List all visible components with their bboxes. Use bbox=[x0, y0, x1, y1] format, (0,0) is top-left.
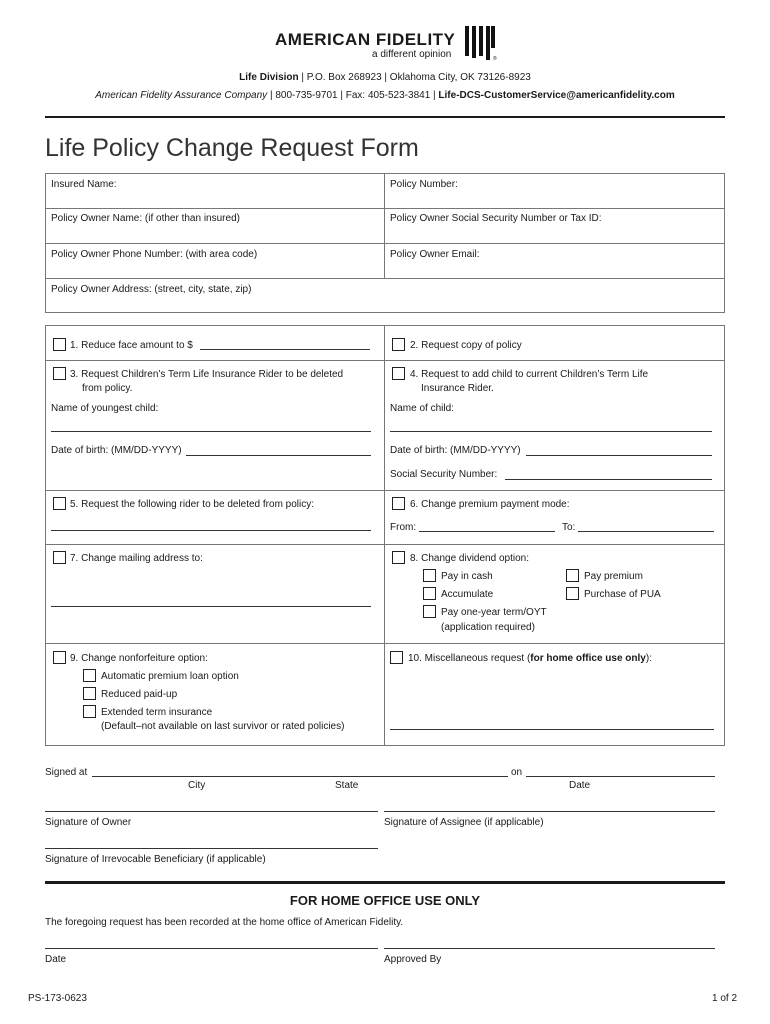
home-office-statement: The foregoing request has been recorded at the home office of American Fidelity. bbox=[45, 917, 404, 928]
auto-loan-label: Automatic premium loan option bbox=[101, 671, 239, 682]
company-email[interactable]: Life-DCS-CustomerService@americanfidelity.com bbox=[438, 90, 675, 101]
beneficiary-signature-input[interactable] bbox=[45, 848, 378, 849]
reduced-paid-up-checkbox[interactable] bbox=[83, 687, 96, 700]
extended-term-label-line1: Extended term insurance bbox=[101, 707, 213, 718]
youngest-child-label: Name of youngest child: bbox=[51, 403, 159, 414]
approved-by-input[interactable] bbox=[384, 948, 715, 949]
assignee-signature-label: Signature of Assignee (if applicable) bbox=[384, 817, 544, 828]
home-office-divider bbox=[45, 881, 725, 884]
logo-bars-icon bbox=[465, 26, 495, 60]
home-office-date-input[interactable] bbox=[45, 948, 378, 949]
extended-term-label-line2: (Default–not available on last survivor or rated policies) bbox=[101, 721, 345, 732]
oyt-checkbox[interactable] bbox=[423, 605, 436, 618]
option3-label-line2: from policy. bbox=[82, 383, 133, 394]
to-label: To: bbox=[562, 522, 576, 533]
oyt-label-line1: Pay one-year term/OYT bbox=[441, 607, 547, 618]
pay-in-cash-checkbox[interactable] bbox=[423, 569, 436, 582]
accumulate-checkbox[interactable] bbox=[423, 587, 436, 600]
child-name-label: Name of child: bbox=[390, 403, 454, 414]
owner-phone-field[interactable]: Policy Owner Phone Number: (with area code) bbox=[51, 249, 258, 260]
option9-label: 9. Change nonforfeiture option: bbox=[70, 653, 208, 664]
to-input[interactable] bbox=[578, 531, 714, 532]
accumulate-label: Accumulate bbox=[441, 589, 494, 600]
company-line bbox=[0, 90, 770, 101]
extended-term-checkbox[interactable] bbox=[83, 705, 96, 718]
division-name: Life Division bbox=[239, 72, 299, 83]
option1-checkbox[interactable] bbox=[53, 338, 66, 351]
company-contact: | 800-735-9701 | Fax: 405-523-3841 | bbox=[269, 90, 436, 101]
option9-checkbox[interactable] bbox=[53, 651, 66, 664]
brand-name: AMERICAN FIDELITY bbox=[275, 30, 456, 49]
option4-label-line1: 4. Request to add child to current Children’s Term Life bbox=[410, 369, 649, 380]
option7-label: 7. Change mailing address to: bbox=[70, 553, 203, 564]
date-label: Date bbox=[569, 780, 591, 791]
pay-in-cash-label: Pay in cash bbox=[441, 571, 493, 582]
auto-loan-checkbox[interactable] bbox=[83, 669, 96, 682]
option3-checkbox[interactable] bbox=[53, 367, 66, 380]
owner-email-field[interactable]: Policy Owner Email: bbox=[390, 249, 480, 260]
purchase-pua-label: Purchase of PUA bbox=[584, 589, 661, 600]
option10-label: 10. Miscellaneous request (for home office use only): bbox=[408, 653, 652, 664]
signed-at-input[interactable] bbox=[92, 776, 508, 777]
division-address: | P.O. Box 268923 | Oklahoma City, OK 73126-8923 bbox=[301, 72, 531, 83]
home-office-title: FOR HOME OFFICE USE ONLY bbox=[289, 893, 481, 908]
page-number: 1 of 2 bbox=[712, 993, 738, 1004]
dob-left-input[interactable] bbox=[186, 455, 371, 456]
home-office-date-label: Date bbox=[45, 954, 67, 965]
option4-checkbox[interactable] bbox=[392, 367, 405, 380]
pay-premium-label: Pay premium bbox=[584, 571, 643, 582]
owner-signature-input[interactable] bbox=[45, 811, 378, 812]
state-label: State bbox=[335, 780, 359, 791]
dob-left-label: Date of birth: (MM/DD-YYYY) bbox=[51, 445, 182, 456]
company-name: American Fidelity Assurance Company bbox=[95, 90, 268, 101]
approved-by-label: Approved By bbox=[384, 954, 442, 965]
option4-label-line2: Insurance Rider. bbox=[421, 383, 494, 394]
signed-at-label: Signed at bbox=[45, 767, 88, 778]
option2-checkbox[interactable] bbox=[392, 338, 405, 351]
form-title: Life Policy Change Request Form bbox=[45, 134, 419, 162]
option3-label-line1: 3. Request Children’s Term Life Insurance Rider to be deleted bbox=[70, 369, 344, 380]
city-label: City bbox=[188, 780, 206, 791]
beneficiary-signature-label: Signature of Irrevocable Beneficiary (if applicable) bbox=[45, 854, 266, 865]
dob-right-label: Date of birth: (MM/DD-YYYY) bbox=[390, 445, 521, 456]
reduced-paid-up-label: Reduced paid-up bbox=[101, 689, 178, 700]
misc-request-input[interactable] bbox=[390, 729, 714, 730]
owner-address-field[interactable]: Policy Owner Address: (street, city, state, zip) bbox=[51, 284, 252, 295]
header-divider bbox=[45, 116, 725, 118]
assignee-signature-input[interactable] bbox=[384, 811, 715, 812]
option6-checkbox[interactable] bbox=[392, 497, 405, 510]
option2-label: 2. Request copy of policy bbox=[410, 340, 522, 351]
ssn-label: Social Security Number: bbox=[390, 469, 498, 480]
option5-checkbox[interactable] bbox=[53, 497, 66, 510]
dob-right-input[interactable] bbox=[526, 455, 712, 456]
option8-checkbox[interactable] bbox=[392, 551, 405, 564]
from-input[interactable] bbox=[419, 531, 555, 532]
signed-on-input[interactable] bbox=[526, 776, 715, 777]
mailing-address-input[interactable] bbox=[51, 606, 371, 607]
from-label: From: bbox=[390, 522, 417, 533]
insured-name-field[interactable]: Insured Name: bbox=[51, 179, 117, 190]
option10-bold: for home office use only bbox=[530, 653, 646, 664]
pay-premium-checkbox[interactable] bbox=[566, 569, 579, 582]
face-amount-input[interactable] bbox=[200, 349, 370, 350]
form-code: PS-173-0623 bbox=[28, 993, 87, 1004]
owner-signature-label: Signature of Owner bbox=[45, 817, 132, 828]
youngest-child-input[interactable] bbox=[51, 431, 371, 432]
option8-label: 8. Change dividend option: bbox=[410, 553, 529, 564]
policy-number-field[interactable]: Policy Number: bbox=[390, 179, 458, 190]
trademark-mark: ® bbox=[493, 56, 497, 62]
ssn-input[interactable] bbox=[505, 479, 712, 480]
rider-input[interactable] bbox=[51, 530, 371, 531]
division-line bbox=[0, 72, 770, 83]
child-name-input[interactable] bbox=[390, 431, 712, 432]
option1-label: 1. Reduce face amount to $ bbox=[70, 340, 193, 351]
option5-label: 5. Request the following rider to be deleted from policy: bbox=[70, 499, 315, 510]
option6-label: 6. Change premium payment mode: bbox=[410, 499, 570, 510]
owner-name-field[interactable]: Policy Owner Name: (if other than insured) bbox=[51, 213, 240, 224]
owner-ssn-field[interactable]: Policy Owner Social Security Number or Tax ID: bbox=[390, 213, 602, 224]
option10-checkbox[interactable] bbox=[390, 651, 403, 664]
on-label: on bbox=[511, 767, 523, 778]
brand-tagline: a different opinion bbox=[372, 49, 452, 60]
oyt-label-line2: (application required) bbox=[441, 622, 535, 633]
purchase-pua-checkbox[interactable] bbox=[566, 587, 579, 600]
option7-checkbox[interactable] bbox=[53, 551, 66, 564]
